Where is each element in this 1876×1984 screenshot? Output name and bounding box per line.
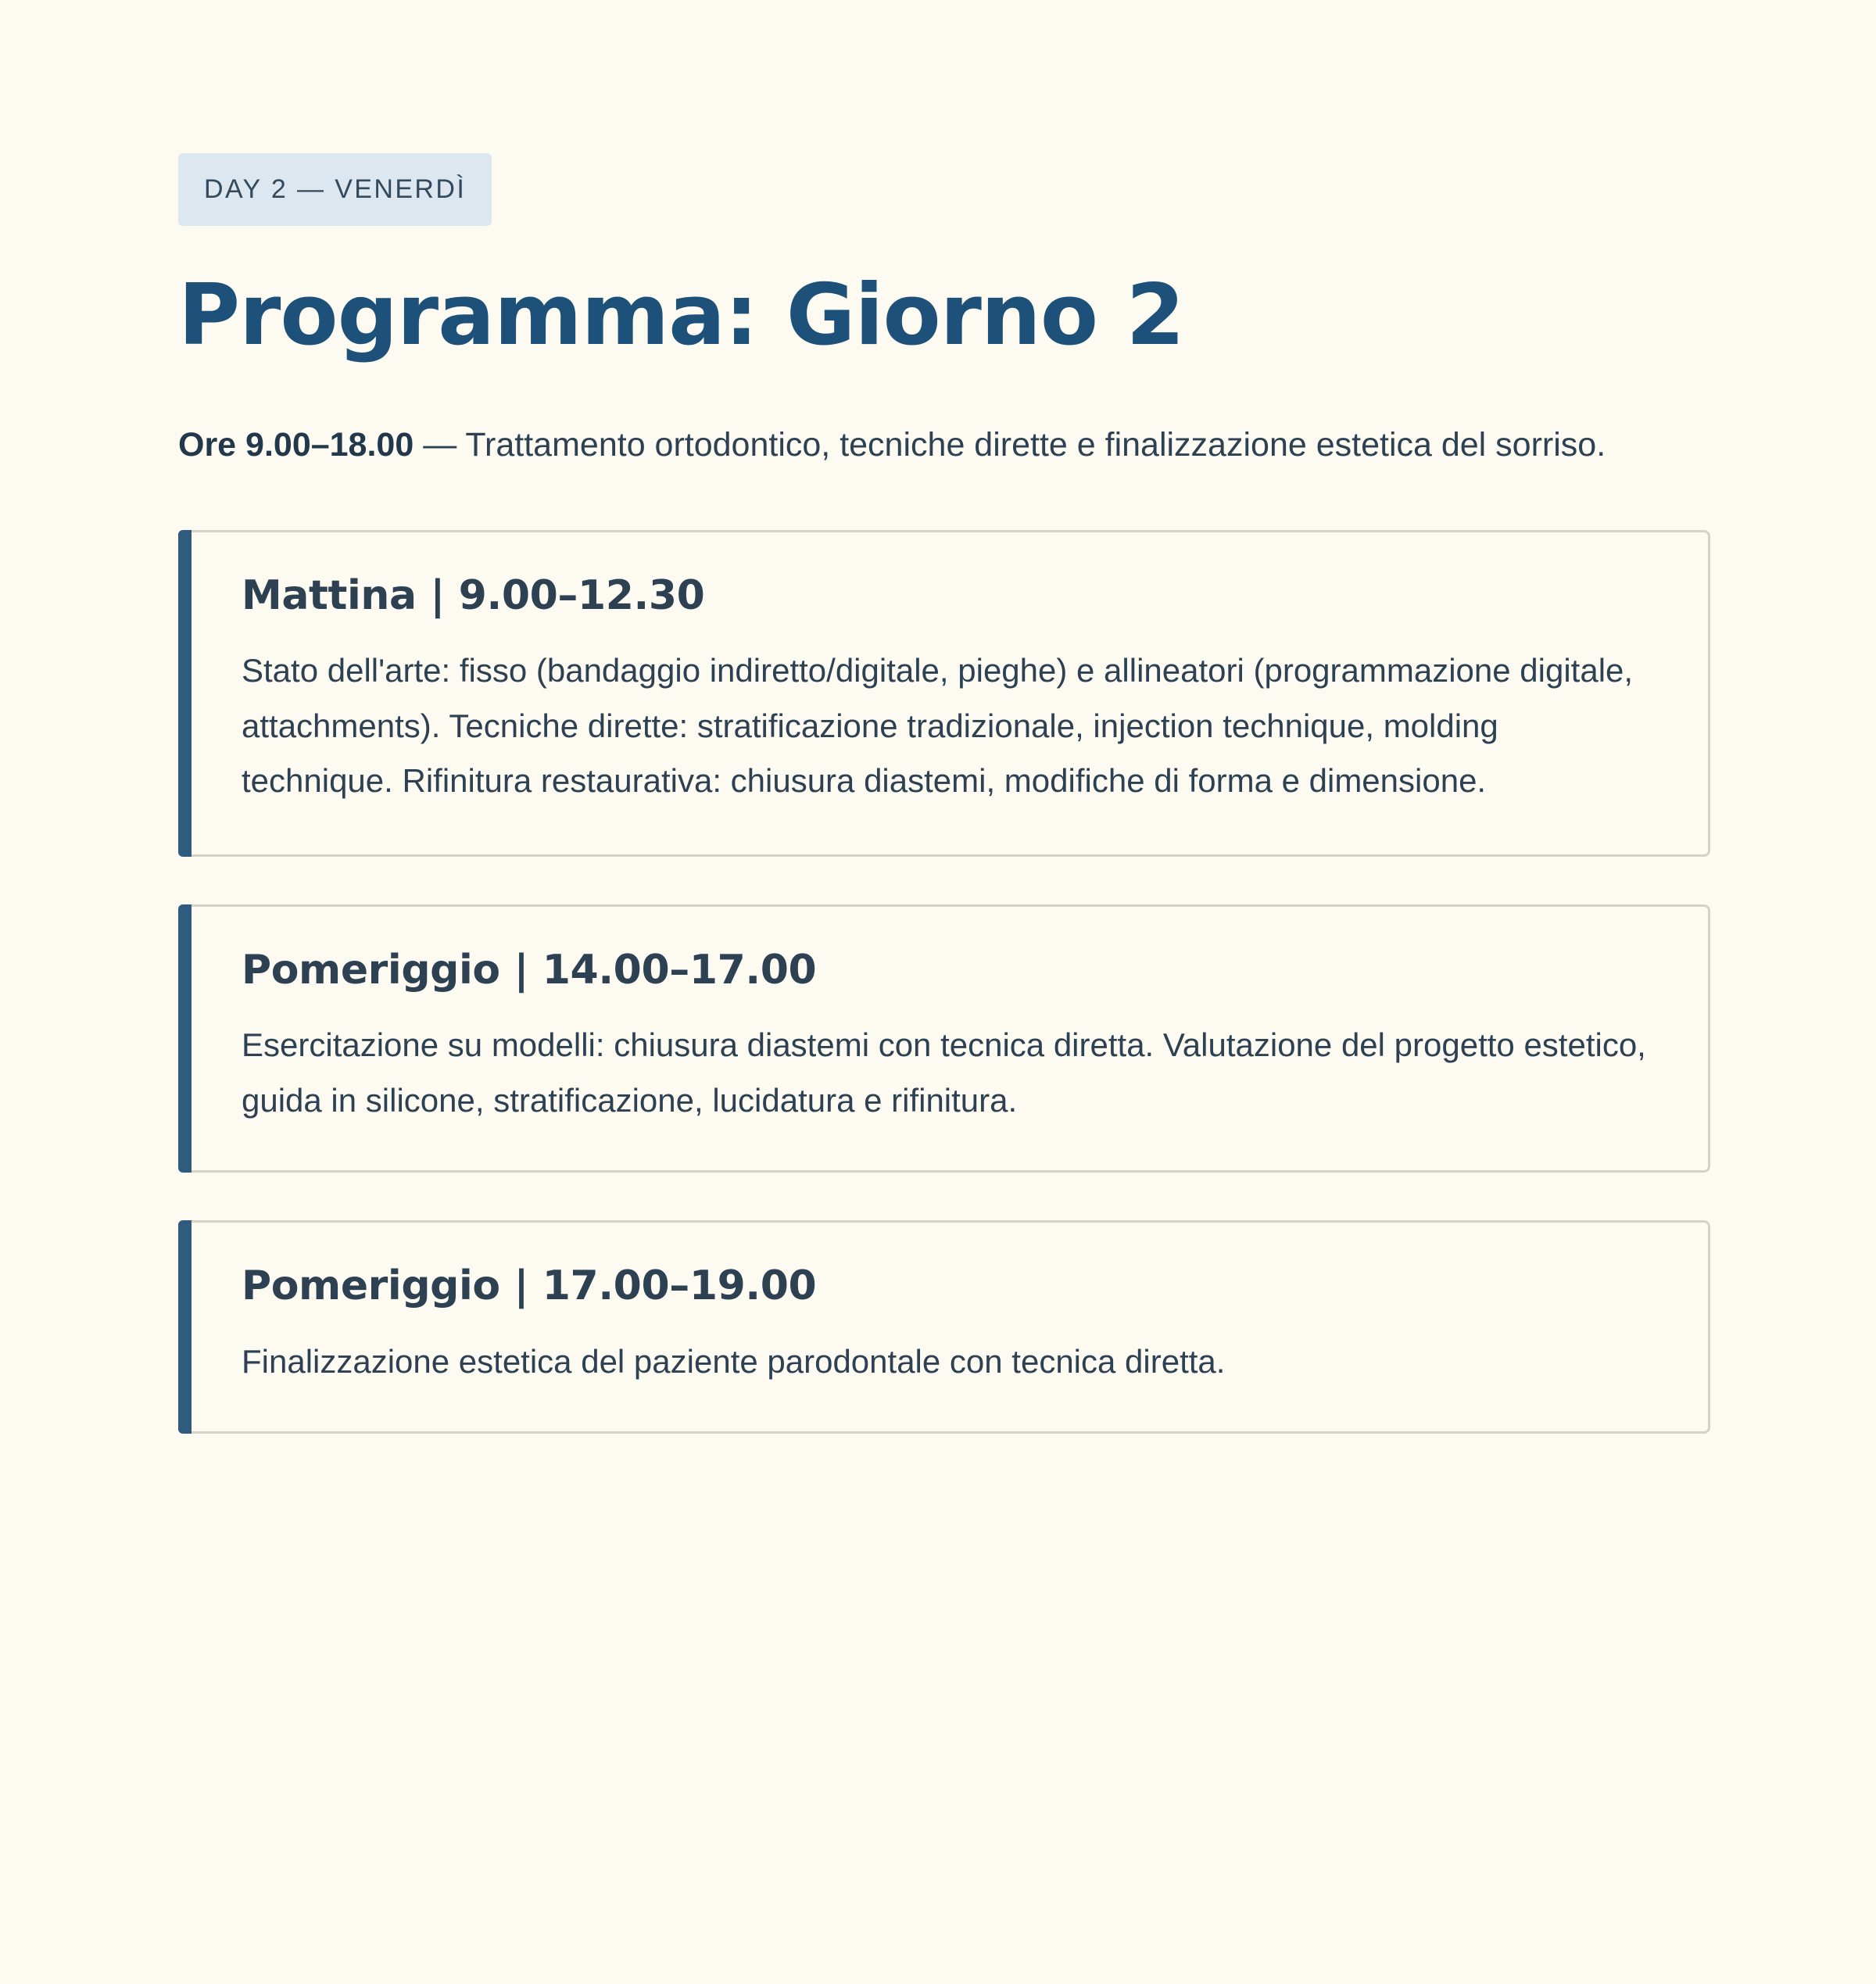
page-title: Programma: Giorno 2 [178, 267, 1184, 364]
card-accent-bar [178, 904, 192, 1173]
session-card [178, 1220, 1710, 1434]
session-card-body [192, 904, 1710, 1173]
card-accent-bar [178, 530, 192, 857]
content-column [178, 153, 1710, 1434]
session-card-list [178, 530, 1710, 1434]
intro-description: — Trattamento ortodontico, tecniche dirette e finalizzazione estetica del sorriso. [414, 425, 1606, 464]
session-description: Stato dell'arte: fisso (bandaggio indiretto/digitale, pieghe) e allineatori (programmazione digitale, attachments). Tecniche dirette: stratificazione tradizionale, injection technique, molding technique. Rifinitura restaurativa: chiusura diastemi, modifiche di forma e dimensione. [242, 652, 1634, 800]
session-card [178, 530, 1710, 857]
day-badge: DAY 2 — VENERDÌ [178, 153, 492, 226]
session-card-body [192, 530, 1710, 857]
session-heading: Pomeriggio | 14.00–17.00 [242, 946, 817, 994]
session-description: Esercitazione su modelli: chiusura diastemi con tecnica diretta. Valutazione del progetto estetico, guida in silicone, stratificazione, lucidatura e rifinitura. [242, 1026, 1646, 1119]
session-heading: Pomeriggio | 17.00–19.00 [242, 1262, 817, 1310]
card-accent-bar [178, 1220, 192, 1434]
intro-hours: Ore 9.00–18.00 [178, 425, 414, 464]
intro-paragraph [178, 418, 1609, 473]
session-heading: Mattina | 9.00–12.30 [242, 571, 705, 619]
session-card-body [192, 1220, 1710, 1434]
session-description: Finalizzazione estetica del paziente parodontale con tecnica diretta. [242, 1342, 1226, 1380]
session-card [178, 904, 1710, 1173]
badge-row [178, 153, 1710, 226]
